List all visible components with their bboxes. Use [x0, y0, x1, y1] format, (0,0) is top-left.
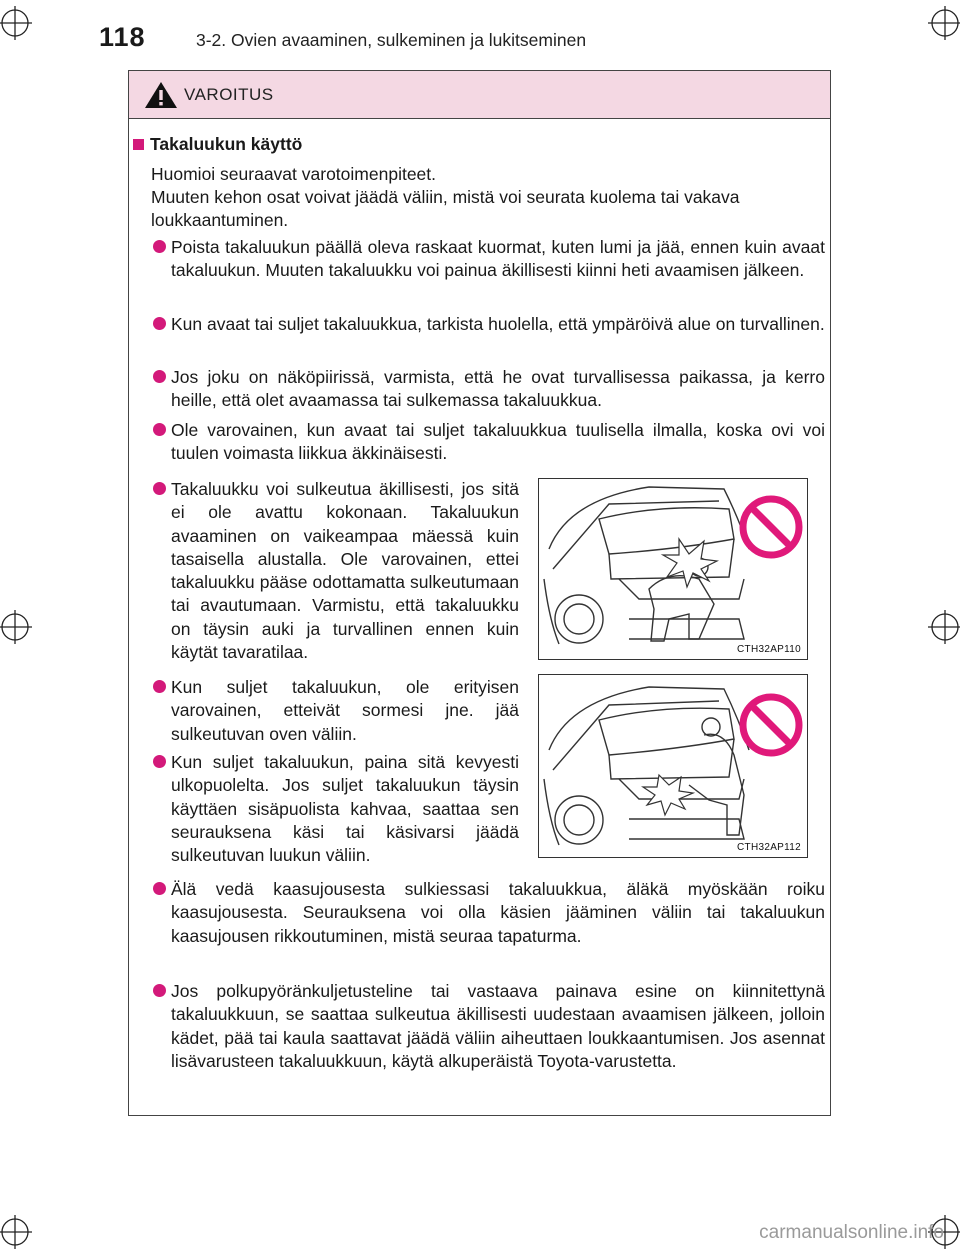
bullet-6 — [171, 676, 519, 746]
bullet-dot-icon — [153, 317, 166, 330]
bullet-text: Jos joku on näköpiirissä, varmista, että he ovat turvallisessa paikassa, ja kerro heille, että olet avaamassa tai sulkemassa takaluukkua. — [171, 367, 825, 411]
bullet-text: Kun suljet takaluukun, ole erityisen varovainen, etteivät sormesi jne. jää sulkeutuvan oven väliin. — [171, 677, 519, 744]
intro-line-1: Huomioi seuraavat varotoimenpiteet. — [151, 164, 437, 184]
bullet-9 — [171, 980, 825, 1073]
crop-mark-bottom-left — [0, 1215, 32, 1249]
crop-mark-mid-left — [0, 610, 32, 644]
figure-hand-caught — [538, 674, 808, 858]
bullet-1 — [171, 236, 825, 283]
crop-mark-top-left — [0, 6, 32, 40]
bullet-text: Kun avaat tai suljet takaluukkua, tarkista huolella, että ympäröivä alue on turvallinen. — [171, 314, 825, 334]
figure-tailgate-slam — [538, 478, 808, 660]
sub-heading-text: Takaluukun käyttö — [150, 134, 303, 154]
bullet-dot-icon — [153, 482, 166, 495]
bullet-dot-icon — [153, 755, 166, 768]
figure-code: CTH32AP110 — [737, 644, 801, 655]
warning-header — [129, 71, 830, 119]
bullet-dot-icon — [153, 423, 166, 436]
warning-triangle-icon — [144, 81, 178, 109]
bullet-dot-icon — [153, 240, 166, 253]
intro-line-3: loukkaantuminen. — [151, 210, 289, 230]
bullet-dot-icon — [153, 370, 166, 383]
bullet-5 — [171, 478, 519, 664]
bullet-dot-icon — [153, 984, 166, 997]
bullet-text: Älä vedä kaasujousesta sulkiessasi takaluukkua, äläkä myöskään roiku kaasujousesta. Seurauksena voi olla käsien jääminen väliin tai takaluukun kaasujousen rikkoutuminen, mistä seuraa tapaturma. — [171, 879, 825, 946]
bullet-text: Ole varovainen, kun avaat tai suljet takaluukkua tuulisella ilmalla, koska ovi voi tuulen voimasta liikkua äkkinäisesti. — [171, 420, 825, 464]
bullet-text: Poista takaluukun päällä oleva raskaat kuormat, kuten lumi ja jää, ennen kuin avaat takaluukun. Muuten takaluukku voi painua äkillisesti kiinni heti avaamisen jälkeen. — [171, 237, 825, 281]
page-number: 118 — [99, 22, 146, 52]
section-title: 3-2. Ovien avaaminen, sulkeminen ja lukitseminen — [196, 30, 587, 50]
bullet-3 — [171, 366, 825, 413]
hand-pinch-illustration — [539, 675, 807, 857]
warning-label: VAROITUS — [184, 85, 274, 104]
heading-square-icon — [133, 139, 144, 150]
crop-mark-mid-right — [928, 610, 960, 644]
bullet-text: Takaluukku voi sulkeutua äkillisesti, jos sitä ei ole avattu kokonaan. Takaluukun avaaminen on vaikeampaa mäessä kuin tasaisella alustalla. Ole varovainen, ettei takaluukku pääse odottamatta sulkeutumaan tai avautumaan. Varmistu, että takaluukku on täysin auki ja turvallinen ennen kuin käytät tavaratilaa. — [171, 479, 519, 663]
crop-mark-top-right — [928, 6, 960, 40]
bullet-8 — [171, 878, 825, 948]
figure-code: CTH32AP112 — [737, 842, 801, 853]
bullet-text: Jos polkupyöränkuljetusteline tai vastaava painava esine on kiinnitettynä takaluukkuun, se saattaa sulkeutua äkillisesti uudestaan avaamisen jälkeen, jolloin kädet, pää tai kaula saattavat jäädä väliin aiheuttaen loukkaantumisen. Jos asennat lisävarusteen takaluukkuun, käytä alkuperäistä Toyota-varustetta. — [171, 981, 825, 1071]
car-tailgate-illustration — [539, 479, 807, 659]
sub-heading — [133, 134, 302, 155]
bullet-7 — [171, 751, 519, 867]
bullet-2 — [171, 313, 825, 336]
watermark: carmanualsonline.info — [759, 1222, 944, 1243]
intro-line-2: Muuten kehon osat voivat jäädä väliin, mistä voi seurata kuolema tai vakava — [151, 187, 740, 207]
bullet-dot-icon — [153, 882, 166, 895]
bullet-text: Kun suljet takaluukun, paina sitä kevyesti ulkopuolelta. Jos suljet takaluukun täysin käyttäen sisäpuolista kahvaa, saattaa sen seurauksena käsi tai käsivarsi jäädä sulkeutuvan luukun väliin. — [171, 752, 519, 866]
bullet-dot-icon — [153, 680, 166, 693]
bullet-4 — [171, 419, 825, 466]
